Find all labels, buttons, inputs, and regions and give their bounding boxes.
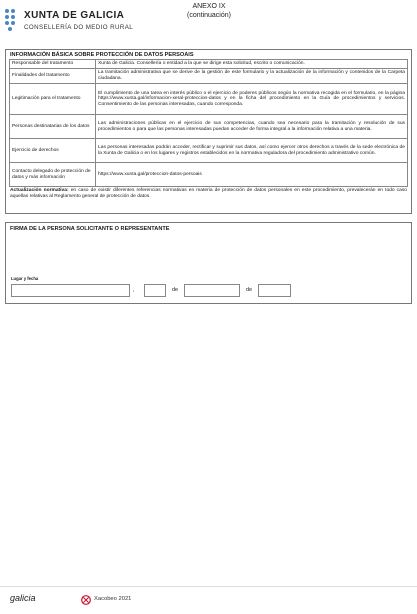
- row-value[interactable]: https://www.xunta.gal/proteccion-datos-persoais: [96, 163, 408, 187]
- month-field[interactable]: [184, 284, 240, 297]
- normative-update-note: [6, 187, 411, 200]
- annex-subtitle: (continuación): [187, 12, 231, 19]
- table-row: [10, 139, 408, 163]
- row-label: Personas destinatarias de los datos: [10, 115, 96, 139]
- table-row: [10, 69, 408, 84]
- row-value: El cumplimiento de una tarea en interés público o el ejercicio de poderes públicos según la normativa recogida en el formulario, en la página https://www.xunta.gal/informacion-xeral-proteccion-datos y en la ficha del procedimiento en la Guía de procedimientos y servicios. Consentimiento de las personas interesadas, cuando corresponda.: [96, 84, 408, 115]
- signature-title: FIRMA DE LA PERSONA SOLICITANTE O REPRESENTANTE: [10, 226, 170, 232]
- data-protection-title: INFORMACIÓN BÁSICA SOBRE PROTECCIÓN DE DATOS PERSOAIS: [10, 52, 194, 58]
- page-footer: [0, 586, 417, 614]
- xacobeo-logo-text: Xacobeo 2021: [94, 596, 132, 602]
- year-field[interactable]: [258, 284, 291, 297]
- annex-title: ANEXO IX: [192, 3, 226, 10]
- page-header: [0, 0, 417, 44]
- galicia-logo: galicia: [10, 593, 36, 603]
- de-separator-1: de: [172, 287, 179, 293]
- department-name: CONSELLERÍA DO MEDIO RURAL: [24, 24, 134, 31]
- comma-separator: ,: [133, 287, 135, 293]
- row-label: Contacto delegado de protección de datos y más información: [10, 163, 96, 187]
- data-protection-table: [9, 59, 408, 187]
- place-date-label: Lugar y fecha: [11, 276, 39, 281]
- table-row: [10, 60, 408, 69]
- row-value: La tramitación administrativa que se derive de la gestión de este formulario y la actualización de la información y contenidos de la Carpeta ciudadana.: [96, 69, 408, 84]
- xacobeo-logo-icon: [81, 595, 91, 605]
- row-label: Ejercicio de derechos: [10, 139, 96, 163]
- row-value: Las administraciones públicas en el ejercicio de sus competencias, cuando sea necesario para la tramitación y resolución de sus procedimientos o para que las personas interesadas puedan acceder de forma integral a la información relativa a una materia.: [96, 115, 408, 139]
- row-label: Responsable del tratamento: [10, 60, 96, 69]
- de-separator-2: de: [246, 287, 253, 293]
- table-row: [10, 163, 408, 187]
- row-value: Las personas interesadas podrán acceder, rectificar y suprimir sus datos, así como ejercer otros derechos a través de la sede electrónica de la Xunta de Galicia o en los lugares y registros establecidos en la normativa reguladora del procedimiento administrativo común.: [96, 139, 408, 163]
- normative-update-label: Actualización normativa:: [10, 188, 69, 193]
- table-row: [10, 84, 408, 115]
- table-row: [10, 115, 408, 139]
- data-protection-section: [5, 49, 412, 214]
- row-value: Xunta de Galicia. Consellería o entidad a la que se dirige esta solicitud, escrito o comunicación.: [96, 60, 408, 69]
- row-label: Finalidades del tratamento: [10, 69, 96, 84]
- place-field[interactable]: [11, 284, 130, 297]
- signature-section: [5, 222, 412, 304]
- org-name: XUNTA DE GALICIA: [24, 10, 125, 21]
- day-field[interactable]: [144, 284, 166, 297]
- annex-heading: [150, 2, 268, 20]
- normative-update-text: en caso de existir diferentes referencias normativas en materia de protección de datos personales en este procedimiento, prevalecerán en todo caso aquellas relativas al Reglamento general de protección de datos.: [10, 188, 408, 199]
- row-label: Legitimación para el tratamento: [10, 84, 96, 115]
- xunta-crest-icon: [4, 8, 18, 34]
